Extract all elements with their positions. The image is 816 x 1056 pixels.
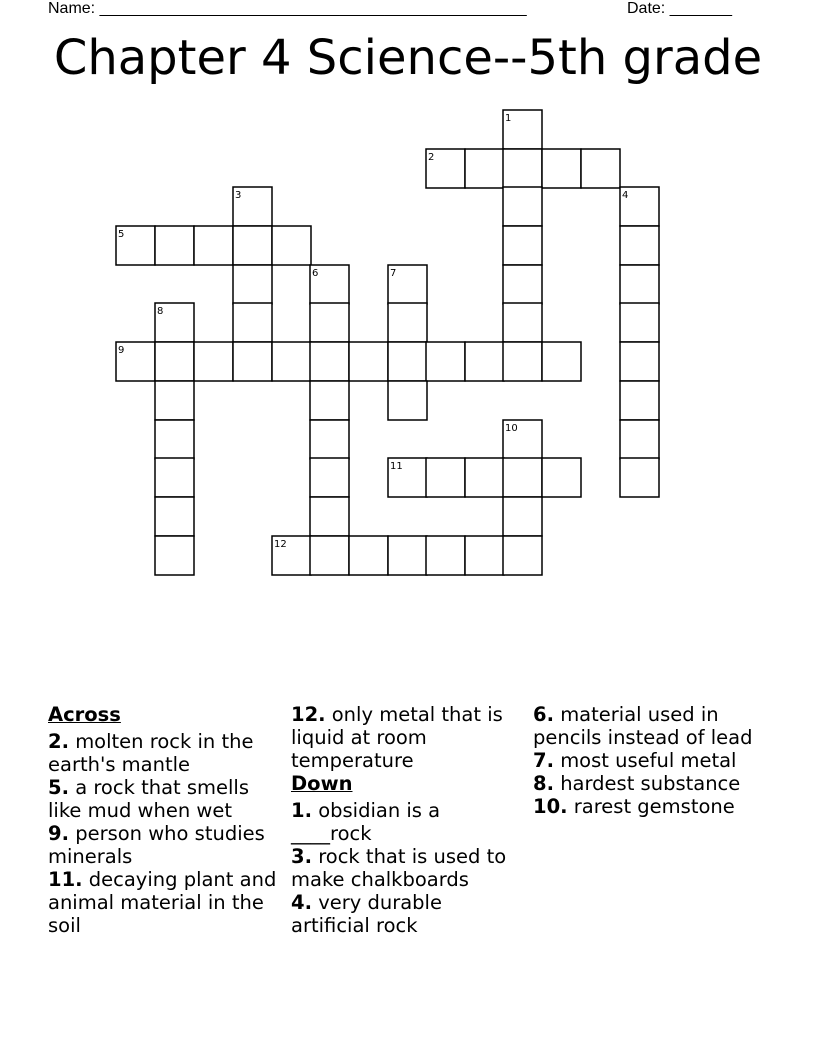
cell-number: 12 [274, 539, 287, 550]
clue-text: molten rock in the earth's mantle [48, 730, 254, 776]
grid-cell[interactable] [233, 303, 272, 342]
clue-column-2 [291, 703, 521, 937]
grid-cell[interactable] [155, 303, 194, 342]
grid-cell[interactable] [233, 187, 272, 226]
clue-text: only metal that is liquid at room temperature [291, 703, 503, 772]
clue-text: very durable artificial rock [291, 891, 442, 937]
grid-cell[interactable] [272, 342, 311, 381]
clue-text: rock that is used to make chalkboards [291, 845, 507, 891]
grid-cell[interactable] [620, 342, 659, 381]
clue-text: rarest gemstone [573, 795, 735, 818]
grid-cell[interactable] [388, 381, 427, 420]
grid-cell[interactable] [233, 342, 272, 381]
clue-down-4 [291, 891, 521, 937]
clue-number: 5. [48, 776, 69, 799]
grid-cell[interactable] [388, 536, 427, 575]
grid-cell[interactable] [503, 420, 542, 459]
grid-cell[interactable] [503, 149, 542, 188]
clue-down-3 [291, 845, 521, 891]
grid-cell[interactable] [620, 265, 659, 304]
grid-cell[interactable] [503, 265, 542, 304]
grid-cell[interactable] [155, 458, 194, 497]
clue-across-9 [48, 822, 278, 868]
grid-cell[interactable] [620, 303, 659, 342]
grid-cell[interactable] [620, 458, 659, 497]
clue-number: 12. [291, 703, 326, 726]
clue-column-3 [533, 703, 773, 818]
clue-text: person who studies minerals [48, 822, 265, 868]
grid-cell[interactable] [310, 458, 349, 497]
cell-number: 7 [390, 268, 397, 279]
grid-cell[interactable] [272, 226, 311, 265]
grid-cell[interactable] [426, 458, 465, 497]
grid-cell[interactable] [388, 303, 427, 342]
clue-text: a rock that smells like mud when wet [48, 776, 250, 822]
clue-text: hardest substance [560, 772, 741, 795]
clue-number: 2. [48, 730, 69, 753]
grid-cell[interactable] [503, 536, 542, 575]
grid-cell[interactable] [465, 458, 504, 497]
grid-cell[interactable] [542, 149, 581, 188]
grid-cell[interactable] [620, 187, 659, 226]
grid-cell[interactable] [542, 458, 581, 497]
down-heading: Down [291, 772, 353, 795]
clue-number: 8. [533, 772, 554, 795]
grid-cell[interactable] [503, 187, 542, 226]
clue-across-12 [291, 703, 521, 772]
cell-number: 3 [235, 190, 242, 201]
grid-cell[interactable] [542, 342, 581, 381]
clue-number: 9. [48, 822, 69, 845]
page-title: Chapter 4 Science--5th grade [53, 30, 763, 86]
cell-number: 4 [622, 190, 629, 201]
grid-cell[interactable] [620, 226, 659, 265]
grid-cell[interactable] [155, 381, 194, 420]
clue-text: decaying plant and animal material in the soil [48, 868, 277, 937]
grid-cell[interactable] [310, 536, 349, 575]
grid-cell[interactable] [465, 149, 504, 188]
grid-cell[interactable] [272, 536, 311, 575]
grid-cell[interactable] [503, 110, 542, 149]
grid-cell[interactable] [388, 265, 427, 304]
clue-text: most useful metal [560, 749, 737, 772]
grid-cell[interactable] [310, 303, 349, 342]
clue-number: 6. [533, 703, 554, 726]
grid-cell[interactable] [503, 458, 542, 497]
grid-cell[interactable] [349, 536, 388, 575]
grid-cell[interactable] [155, 342, 194, 381]
grid-cell[interactable] [388, 342, 427, 381]
grid-cell[interactable] [155, 497, 194, 536]
clue-number: 11. [48, 868, 83, 891]
cell-number: 9 [118, 345, 125, 356]
grid-cell[interactable] [465, 342, 504, 381]
cell-number: 6 [312, 268, 319, 279]
clue-text: obsidian is a ____rock [291, 799, 441, 845]
name-line: Name: ________________________________________________ [48, 0, 527, 17]
grid-cell[interactable] [503, 342, 542, 381]
grid-cell[interactable] [155, 420, 194, 459]
clue-down-10 [533, 795, 773, 818]
grid-cell[interactable] [310, 420, 349, 459]
clue-down-7 [533, 749, 773, 772]
grid-cell[interactable] [116, 226, 155, 265]
cell-number: 5 [118, 229, 125, 240]
cell-number: 2 [428, 152, 435, 163]
clue-across-5 [48, 776, 278, 822]
clue-number: 4. [291, 891, 312, 914]
grid-cell[interactable] [155, 536, 194, 575]
grid-cell[interactable] [155, 226, 194, 265]
cell-number: 11 [390, 461, 403, 472]
clue-number: 1. [291, 799, 312, 822]
grid-cell[interactable] [310, 342, 349, 381]
grid-cell[interactable] [310, 381, 349, 420]
grid-cell[interactable] [581, 149, 620, 188]
clue-text: material used in pencils instead of lead [533, 703, 753, 749]
grid-cell[interactable] [426, 536, 465, 575]
clue-down-8 [533, 772, 773, 795]
grid-cell[interactable] [426, 342, 465, 381]
clue-across-2 [48, 730, 278, 776]
clue-down-6 [533, 703, 773, 749]
clue-across-11 [48, 868, 278, 937]
grid-cell[interactable] [194, 342, 233, 381]
clue-column-1 [48, 703, 278, 937]
grid-cell[interactable] [426, 149, 465, 188]
grid-cell[interactable] [503, 497, 542, 536]
grid-cell[interactable] [388, 458, 427, 497]
grid-cell[interactable] [465, 536, 504, 575]
grid-cell[interactable] [620, 420, 659, 459]
cell-number: 8 [157, 306, 164, 317]
grid-cell[interactable] [233, 265, 272, 304]
clue-number: 10. [533, 795, 568, 818]
grid-cell[interactable] [194, 226, 233, 265]
clue-down-1 [291, 799, 521, 845]
grid-cell[interactable] [503, 303, 542, 342]
grid-cell[interactable] [233, 226, 272, 265]
clue-number: 7. [533, 749, 554, 772]
grid-cell[interactable] [310, 497, 349, 536]
grid-cell[interactable] [349, 342, 388, 381]
cell-number: 10 [505, 423, 518, 434]
grid-cell[interactable] [503, 226, 542, 265]
grid-cell[interactable] [620, 381, 659, 420]
across-heading: Across [48, 703, 121, 726]
clue-number: 3. [291, 845, 312, 868]
grid-cell[interactable] [116, 342, 155, 381]
grid-cell[interactable] [310, 265, 349, 304]
cell-number: 1 [505, 113, 512, 124]
date-line: Date: _______ [627, 0, 732, 17]
